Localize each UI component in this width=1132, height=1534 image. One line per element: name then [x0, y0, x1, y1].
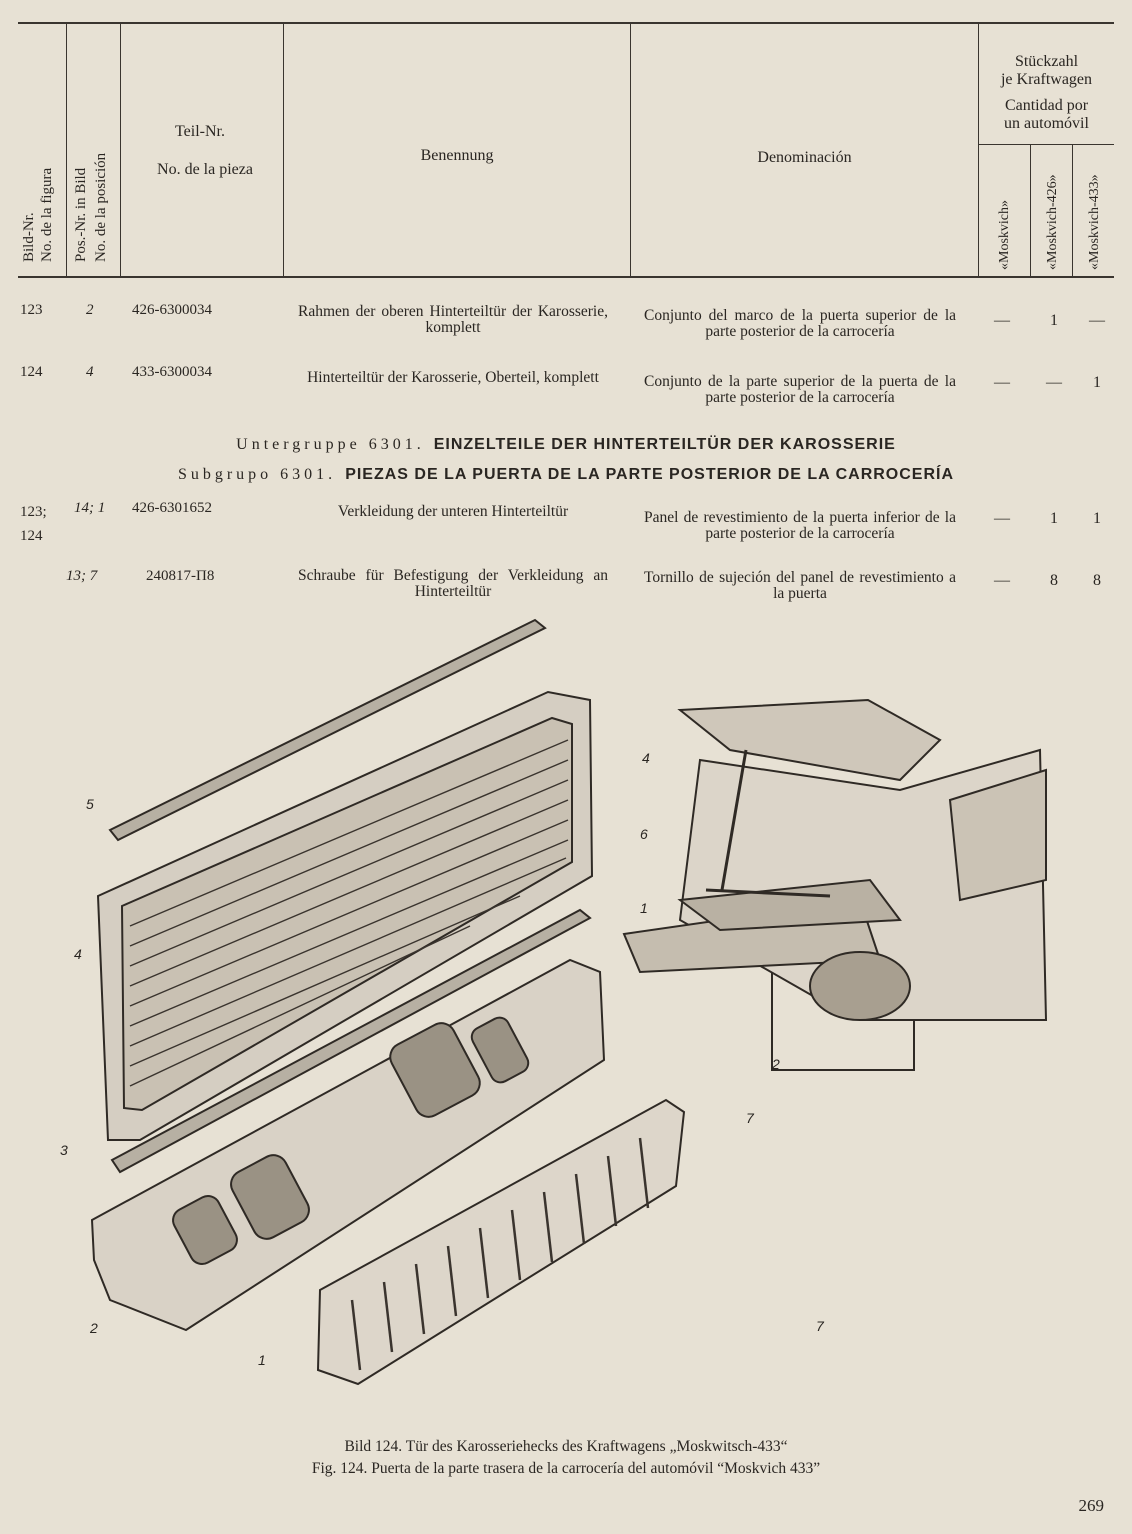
- subgroup-prefix-es: Subgrupo 6301.: [177, 466, 337, 483]
- header-bottom-rule: [18, 276, 1114, 278]
- row-qty-426: 1: [1050, 510, 1058, 527]
- row-qty-moskvich: —: [994, 374, 1010, 391]
- row-benennung: Schraube für Befestigung der Verkleidung an Hinterteiltür: [298, 567, 608, 600]
- row-benennung: Hinterteiltür der Karosserie, Oberteil, komplett: [307, 369, 599, 386]
- row-qty-433: 8: [1093, 572, 1101, 589]
- row-bild: 124: [20, 364, 43, 380]
- row-qty-moskvich: —: [994, 572, 1010, 589]
- figure-caption-de: Bild 124. Tür des Karosseriehecks des Kraftwagens „Moskwitsch-433“: [344, 1438, 788, 1455]
- figure-caption-es: Fig. 124. Puerta de la parte trasera de la carrocería del automóvil “Moskvich 433”: [311, 1460, 821, 1477]
- tailgate-illustration: [0, 600, 1132, 1390]
- row-benennung: Rahmen der oberen Hinterteiltür der Karosserie, komplett: [298, 303, 608, 336]
- header-top-rule: [18, 22, 1114, 24]
- header-denominacion: Denominación: [757, 149, 852, 166]
- row-denominacion: Tornillo de sujeción del panel de revestimiento a la puerta: [644, 569, 956, 602]
- row-pos: 13; 7: [66, 568, 98, 584]
- subgroup-title-es: PIEZAS DE LA PUERTA DE LA PARTE POSTERIOR DE LA CARROCERÍA: [345, 466, 955, 483]
- row-qty-433: 1: [1093, 510, 1101, 527]
- header-bild-es: No. de la figura: [39, 167, 55, 262]
- header-pos-de: Pos.-Nr. in Bild: [73, 167, 89, 262]
- row-denominacion: Conjunto del marco de la puerta superior de la parte posterior de la carrocería: [644, 307, 956, 340]
- header-teil-de: Teil-Nr.: [175, 123, 225, 140]
- row-pos: 4: [86, 364, 94, 380]
- row-qty-433: —: [1089, 312, 1105, 329]
- row-qty-moskvich: —: [994, 510, 1010, 527]
- subgroup-heading-de: [0, 436, 1132, 454]
- row-pos: 14; 1: [74, 500, 106, 516]
- header-qty-4: un automóvil: [1004, 115, 1089, 132]
- row-bild: 123; 124: [20, 504, 47, 544]
- row-qty-426: 8: [1050, 572, 1058, 589]
- callout-label: 2: [90, 1320, 98, 1336]
- header-qty-3: Cantidad por: [1004, 97, 1089, 114]
- row-qty-426: —: [1046, 374, 1062, 391]
- page-number: 269: [1078, 1496, 1104, 1515]
- subgroup-heading-es: [0, 466, 1132, 484]
- row-teil: 426-6300034: [132, 302, 212, 318]
- row-benennung: Verkleidung der unteren Hinterteiltür: [337, 503, 569, 520]
- header-pos-es: No. de la posición: [93, 152, 109, 262]
- callout-label: 3: [60, 1142, 68, 1158]
- row-qty-426: 1: [1050, 312, 1058, 329]
- callout-label: 5: [86, 796, 94, 812]
- row-qty-moskvich: —: [994, 312, 1010, 329]
- header-qty-1: Stückzahl: [1014, 53, 1079, 70]
- rear-wheel: [810, 952, 910, 1020]
- header-model-426: «Moskvich-426»: [1045, 174, 1060, 270]
- callout-label: 7: [746, 1110, 754, 1126]
- row-denominacion: Panel de revestimiento de la puerta inferior de la parte posterior de la carrocería: [644, 509, 956, 542]
- header-teil-es: No. de la pieza: [157, 161, 253, 178]
- callout-label: 7: [816, 1318, 824, 1334]
- callout-label: 4: [74, 946, 82, 962]
- row-teil: 433-6300034: [132, 364, 212, 380]
- callout-label: 6: [640, 826, 648, 842]
- row-denominacion: Conjunto de la parte superior de la puerta de la parte posterior de la carrocería: [644, 373, 956, 406]
- header-model-433: «Moskvich-433»: [1087, 174, 1102, 270]
- subgroup-prefix-de: Untergruppe 6301.: [236, 436, 425, 453]
- header-qty-2: je Kraftwagen: [1000, 71, 1093, 88]
- row-pos: 2: [86, 302, 94, 318]
- row-qty-433: 1: [1093, 374, 1101, 391]
- header-model-moskvich: «Moskvich»: [997, 200, 1012, 270]
- row-teil: 240817-П8: [146, 568, 215, 584]
- row-teil: 426-6301652: [132, 500, 212, 516]
- header-benennung: Benennung: [420, 147, 494, 164]
- row-bild: 123: [20, 302, 43, 318]
- callout-label: 1: [258, 1352, 266, 1368]
- callout-label: 4: [642, 750, 650, 766]
- callout-label: 1: [640, 900, 648, 916]
- subgroup-title-de: EINZELTEILE DER HINTERTEILTÜR DER KAROSSERIE: [433, 436, 896, 453]
- header-bild-de: Bild-Nr.: [21, 212, 37, 262]
- callout-label: 2: [772, 1056, 780, 1072]
